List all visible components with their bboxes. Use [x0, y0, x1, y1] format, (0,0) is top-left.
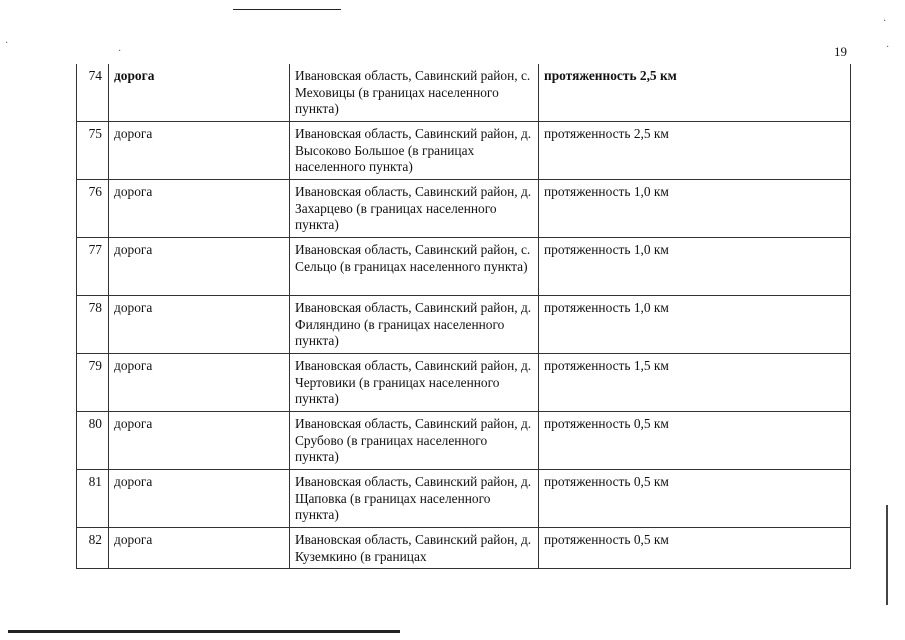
object-length: протяженность 1,0 км	[539, 180, 851, 238]
object-address: Ивановская область, Савинский район, д. Высоково Большое (в границах населенного пункта)	[290, 122, 539, 180]
row-number: 80	[77, 412, 109, 470]
table-row	[77, 296, 851, 354]
road-registry-table	[76, 64, 851, 569]
object-type: дорога	[109, 64, 290, 122]
table-row	[77, 122, 851, 180]
object-length: протяженность 2,5 км	[539, 122, 851, 180]
row-number: 78	[77, 296, 109, 354]
object-address: Ивановская область, Савинский район, д. Щаповка (в границах населенного пункта)	[290, 470, 539, 528]
object-type: дорога	[109, 296, 290, 354]
table-row	[77, 64, 851, 122]
top-rule	[233, 9, 341, 10]
scan-speck: ·	[118, 46, 122, 57]
table-row	[77, 354, 851, 412]
object-length: протяженность 0,5 км	[539, 528, 851, 569]
object-length: протяженность 0,5 км	[539, 412, 851, 470]
object-type: дорога	[109, 470, 290, 528]
scan-speck: ·	[883, 16, 887, 27]
row-number: 74	[77, 64, 109, 122]
row-number: 79	[77, 354, 109, 412]
table-row	[77, 528, 851, 569]
object-type: дорога	[109, 412, 290, 470]
object-address: Ивановская область, Савинский район, д. Срубово (в границах населенного пункта)	[290, 412, 539, 470]
scan-edge-mark	[886, 505, 888, 605]
table-row	[77, 412, 851, 470]
object-address: Ивановская область, Савинский район, д. Куземкино (в границах	[290, 528, 539, 569]
object-address: Ивановская область, Савинский район, д. Филяндино (в границах населенного пункта)	[290, 296, 539, 354]
row-number: 76	[77, 180, 109, 238]
object-address: Ивановская область, Савинский район, д. Захарцево (в границах населенного пункта)	[290, 180, 539, 238]
object-length: протяженность 2,5 км	[539, 64, 851, 122]
scan-speck: ·	[886, 42, 890, 53]
table-row	[77, 180, 851, 238]
object-type: дорога	[109, 528, 290, 569]
object-type: дорога	[109, 122, 290, 180]
object-type: дорога	[109, 238, 290, 296]
bottom-rule	[8, 630, 400, 633]
object-address: Ивановская область, Савинский район, с. Сельцо (в границах населенного пункта)	[290, 238, 539, 296]
row-number: 81	[77, 470, 109, 528]
table-row	[77, 238, 851, 296]
object-address: Ивановская область, Савинский район, с. Меховицы (в границах населенного пункта)	[290, 64, 539, 122]
object-length: протяженность 1,0 км	[539, 296, 851, 354]
object-length: протяженность 1,0 км	[539, 238, 851, 296]
row-number: 77	[77, 238, 109, 296]
table-row	[77, 470, 851, 528]
object-type: дорога	[109, 354, 290, 412]
page-number: 19	[834, 44, 847, 59]
object-address: Ивановская область, Савинский район, д. Чертовики (в границах населенного пункта)	[290, 354, 539, 412]
row-number: 75	[77, 122, 109, 180]
object-length: протяженность 0,5 км	[539, 470, 851, 528]
object-type: дорога	[109, 180, 290, 238]
row-number: 82	[77, 528, 109, 569]
object-length: протяженность 1,5 км	[539, 354, 851, 412]
scan-speck: ·	[5, 38, 9, 49]
